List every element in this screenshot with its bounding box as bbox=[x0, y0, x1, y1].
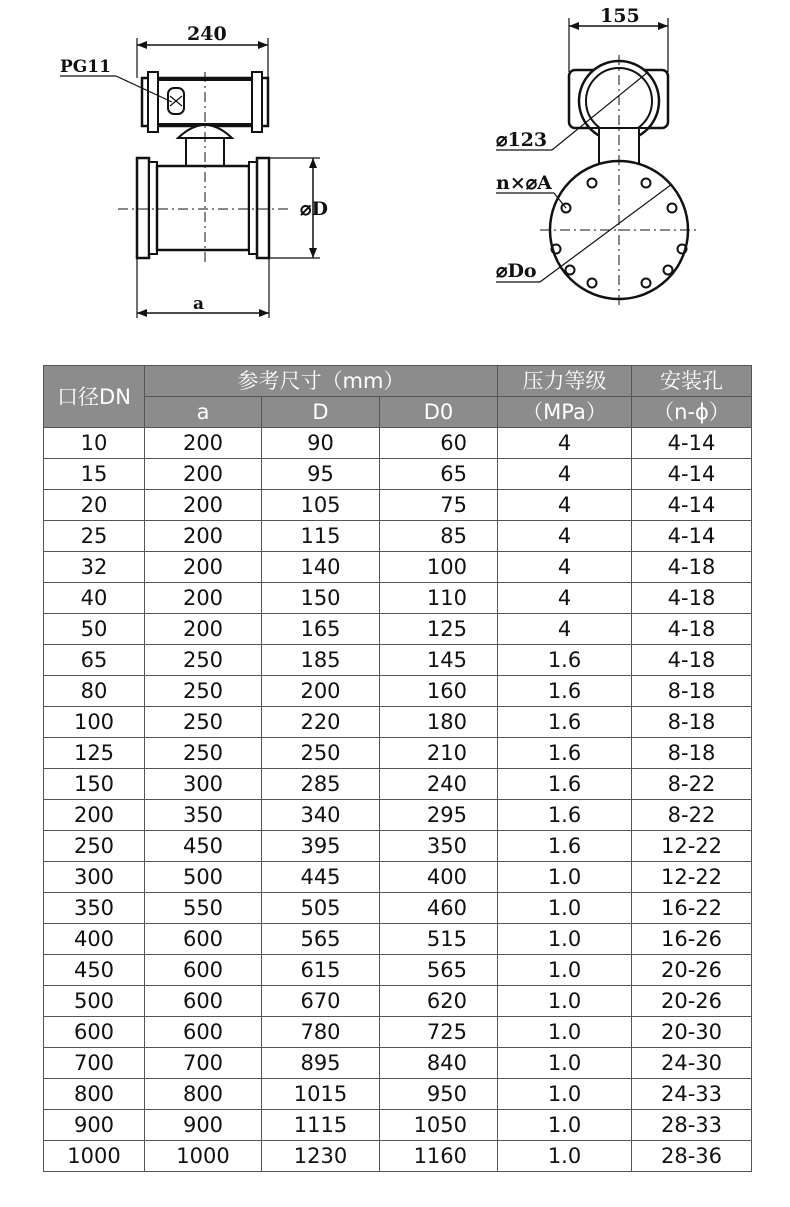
mount-cell: 4-18 bbox=[632, 552, 752, 583]
dn-cell: 125 bbox=[44, 738, 145, 769]
technical-drawings bbox=[0, 0, 790, 340]
dn-cell: 32 bbox=[44, 552, 145, 583]
D-cell: 150 bbox=[262, 583, 380, 614]
dn-cell: 65 bbox=[44, 645, 145, 676]
D-cell: 185 bbox=[262, 645, 380, 676]
mount-cell: 4-14 bbox=[632, 521, 752, 552]
dn-cell: 20 bbox=[44, 490, 145, 521]
table-row bbox=[44, 738, 752, 769]
D0-cell: 515 bbox=[380, 924, 498, 955]
D0-cell: 180 bbox=[380, 707, 498, 738]
D0-cell: 160 bbox=[380, 676, 498, 707]
pressure-cell: 1.0 bbox=[498, 924, 632, 955]
D-cell: 95 bbox=[262, 459, 380, 490]
pressure-cell: 4 bbox=[498, 490, 632, 521]
table-row bbox=[44, 490, 752, 521]
dn-cell: 1000 bbox=[44, 1141, 145, 1172]
D0-cell: 75 bbox=[380, 490, 498, 521]
pressure-cell: 1.0 bbox=[498, 1110, 632, 1141]
pressure-cell: 1.6 bbox=[498, 738, 632, 769]
table-row bbox=[44, 831, 752, 862]
table-row bbox=[44, 1079, 752, 1110]
dn-cell: 600 bbox=[44, 1017, 145, 1048]
D-cell: 615 bbox=[262, 955, 380, 986]
dn-cell: 200 bbox=[44, 800, 145, 831]
dim-123-label: ⌀123 bbox=[496, 129, 548, 151]
header-ref-dims: 参考尺寸（mm） bbox=[145, 366, 498, 397]
dn-cell: 400 bbox=[44, 924, 145, 955]
D0-cell: 240 bbox=[380, 769, 498, 800]
D-cell: 140 bbox=[262, 552, 380, 583]
pressure-cell: 1.0 bbox=[498, 986, 632, 1017]
a-cell: 250 bbox=[145, 676, 262, 707]
mount-cell: 28-33 bbox=[632, 1110, 752, 1141]
D-cell: 90 bbox=[262, 428, 380, 459]
D0-cell: 145 bbox=[380, 645, 498, 676]
a-cell: 600 bbox=[145, 1017, 262, 1048]
pressure-cell: 1.6 bbox=[498, 831, 632, 862]
table-body bbox=[44, 428, 752, 1172]
a-cell: 550 bbox=[145, 893, 262, 924]
a-cell: 900 bbox=[145, 1110, 262, 1141]
D0-cell: 565 bbox=[380, 955, 498, 986]
a-cell: 600 bbox=[145, 955, 262, 986]
header-dn: 口径DN bbox=[44, 366, 145, 428]
dn-cell: 80 bbox=[44, 676, 145, 707]
a-cell: 200 bbox=[145, 459, 262, 490]
mount-cell: 8-22 bbox=[632, 769, 752, 800]
header-a: a bbox=[145, 397, 262, 428]
header-mount-unit: （n-ϕ） bbox=[632, 397, 752, 428]
D0-cell: 950 bbox=[380, 1079, 498, 1110]
dn-cell: 300 bbox=[44, 862, 145, 893]
pressure-cell: 1.6 bbox=[498, 800, 632, 831]
pressure-cell: 1.6 bbox=[498, 707, 632, 738]
D-cell: 105 bbox=[262, 490, 380, 521]
dn-cell: 700 bbox=[44, 1048, 145, 1079]
header-pressure: 压力等级 bbox=[498, 366, 632, 397]
dn-cell: 40 bbox=[44, 583, 145, 614]
D-cell: 395 bbox=[262, 831, 380, 862]
dn-cell: 150 bbox=[44, 769, 145, 800]
dn-cell: 25 bbox=[44, 521, 145, 552]
a-cell: 1000 bbox=[145, 1141, 262, 1172]
table-row bbox=[44, 428, 752, 459]
pressure-cell: 1.0 bbox=[498, 955, 632, 986]
D-cell: 895 bbox=[262, 1048, 380, 1079]
a-cell: 200 bbox=[145, 521, 262, 552]
mount-cell: 20-30 bbox=[632, 1017, 752, 1048]
a-cell: 200 bbox=[145, 614, 262, 645]
dim-240-label: 240 bbox=[187, 23, 227, 45]
pressure-cell: 1.6 bbox=[498, 769, 632, 800]
D0-cell: 125 bbox=[380, 614, 498, 645]
dn-cell: 100 bbox=[44, 707, 145, 738]
D-cell: 250 bbox=[262, 738, 380, 769]
dimensions-table bbox=[43, 365, 752, 1172]
table-row bbox=[44, 1141, 752, 1172]
table-row bbox=[44, 521, 752, 552]
table-row bbox=[44, 955, 752, 986]
table-row bbox=[44, 862, 752, 893]
a-cell: 500 bbox=[145, 862, 262, 893]
a-cell: 250 bbox=[145, 738, 262, 769]
a-cell: 200 bbox=[145, 552, 262, 583]
D0-cell: 400 bbox=[380, 862, 498, 893]
D-cell: 670 bbox=[262, 986, 380, 1017]
dn-cell: 500 bbox=[44, 986, 145, 1017]
table-row bbox=[44, 645, 752, 676]
table-row bbox=[44, 1017, 752, 1048]
pressure-cell: 4 bbox=[498, 521, 632, 552]
dn-cell: 900 bbox=[44, 1110, 145, 1141]
D0-cell: 65 bbox=[380, 459, 498, 490]
D-cell: 220 bbox=[262, 707, 380, 738]
D0-cell: 60 bbox=[380, 428, 498, 459]
a-cell: 700 bbox=[145, 1048, 262, 1079]
header-pressure-unit: （MPa） bbox=[498, 397, 632, 428]
mount-cell: 16-26 bbox=[632, 924, 752, 955]
pressure-cell: 4 bbox=[498, 614, 632, 645]
dn-cell: 50 bbox=[44, 614, 145, 645]
pressure-cell: 1.0 bbox=[498, 862, 632, 893]
dim-D-label: ⌀D bbox=[300, 198, 328, 220]
mount-cell: 8-18 bbox=[632, 707, 752, 738]
D0-cell: 210 bbox=[380, 738, 498, 769]
D0-cell: 840 bbox=[380, 1048, 498, 1079]
a-cell: 300 bbox=[145, 769, 262, 800]
D0-cell: 85 bbox=[380, 521, 498, 552]
mount-cell: 8-18 bbox=[632, 738, 752, 769]
D-cell: 115 bbox=[262, 521, 380, 552]
pressure-cell: 4 bbox=[498, 428, 632, 459]
table-row bbox=[44, 1110, 752, 1141]
table-row bbox=[44, 924, 752, 955]
mount-cell: 4-18 bbox=[632, 583, 752, 614]
table-row bbox=[44, 552, 752, 583]
dim-Do-label: ⌀Do bbox=[496, 260, 537, 282]
side-view-drawing bbox=[60, 38, 320, 318]
table-row bbox=[44, 676, 752, 707]
mount-cell: 4-18 bbox=[632, 645, 752, 676]
D-cell: 1015 bbox=[262, 1079, 380, 1110]
mount-cell: 4-18 bbox=[632, 614, 752, 645]
D0-cell: 295 bbox=[380, 800, 498, 831]
D-cell: 1115 bbox=[262, 1110, 380, 1141]
mount-cell: 24-33 bbox=[632, 1079, 752, 1110]
D0-cell: 110 bbox=[380, 583, 498, 614]
D0-cell: 1050 bbox=[380, 1110, 498, 1141]
table-row bbox=[44, 1048, 752, 1079]
dn-cell: 350 bbox=[44, 893, 145, 924]
mount-cell: 20-26 bbox=[632, 986, 752, 1017]
mount-cell: 20-26 bbox=[632, 955, 752, 986]
a-cell: 800 bbox=[145, 1079, 262, 1110]
D0-cell: 725 bbox=[380, 1017, 498, 1048]
D-cell: 780 bbox=[262, 1017, 380, 1048]
D-cell: 340 bbox=[262, 800, 380, 831]
pressure-cell: 4 bbox=[498, 552, 632, 583]
D-cell: 445 bbox=[262, 862, 380, 893]
D-cell: 200 bbox=[262, 676, 380, 707]
a-cell: 600 bbox=[145, 986, 262, 1017]
mount-cell: 8-18 bbox=[632, 676, 752, 707]
table-row bbox=[44, 583, 752, 614]
pressure-cell: 4 bbox=[498, 583, 632, 614]
D0-cell: 350 bbox=[380, 831, 498, 862]
a-cell: 200 bbox=[145, 490, 262, 521]
dim-a-label: a bbox=[193, 294, 205, 314]
pressure-cell: 1.0 bbox=[498, 1141, 632, 1172]
a-cell: 200 bbox=[145, 428, 262, 459]
table-row bbox=[44, 614, 752, 645]
pressure-cell: 1.6 bbox=[498, 676, 632, 707]
table-row bbox=[44, 986, 752, 1017]
pg11-label: PG11 bbox=[60, 57, 111, 77]
table-row bbox=[44, 800, 752, 831]
D0-cell: 1160 bbox=[380, 1141, 498, 1172]
mount-cell: 28-36 bbox=[632, 1141, 752, 1172]
table-row bbox=[44, 893, 752, 924]
D0-cell: 620 bbox=[380, 986, 498, 1017]
header-D: D bbox=[262, 397, 380, 428]
a-cell: 350 bbox=[145, 800, 262, 831]
mount-cell: 4-14 bbox=[632, 459, 752, 490]
dn-cell: 250 bbox=[44, 831, 145, 862]
D0-cell: 460 bbox=[380, 893, 498, 924]
table-row bbox=[44, 459, 752, 490]
a-cell: 250 bbox=[145, 645, 262, 676]
header-mount: 安装孔 bbox=[632, 366, 752, 397]
dn-cell: 800 bbox=[44, 1079, 145, 1110]
D-cell: 165 bbox=[262, 614, 380, 645]
holes-label: n×⌀A bbox=[496, 172, 552, 194]
table-row bbox=[44, 769, 752, 800]
mount-cell: 8-22 bbox=[632, 800, 752, 831]
dn-cell: 15 bbox=[44, 459, 145, 490]
header-D0: D0 bbox=[380, 397, 498, 428]
pressure-cell: 1.6 bbox=[498, 645, 632, 676]
mount-cell: 4-14 bbox=[632, 428, 752, 459]
mount-cell: 24-30 bbox=[632, 1048, 752, 1079]
pressure-cell: 1.0 bbox=[498, 1079, 632, 1110]
D-cell: 1230 bbox=[262, 1141, 380, 1172]
a-cell: 200 bbox=[145, 583, 262, 614]
a-cell: 600 bbox=[145, 924, 262, 955]
D-cell: 285 bbox=[262, 769, 380, 800]
D-cell: 505 bbox=[262, 893, 380, 924]
dim-155-label: 155 bbox=[600, 5, 640, 27]
pressure-cell: 4 bbox=[498, 459, 632, 490]
pressure-cell: 1.0 bbox=[498, 1048, 632, 1079]
pressure-cell: 1.0 bbox=[498, 893, 632, 924]
D0-cell: 100 bbox=[380, 552, 498, 583]
D-cell: 565 bbox=[262, 924, 380, 955]
dn-cell: 10 bbox=[44, 428, 145, 459]
mount-cell: 12-22 bbox=[632, 831, 752, 862]
mount-cell: 16-22 bbox=[632, 893, 752, 924]
mount-cell: 4-14 bbox=[632, 490, 752, 521]
table-row bbox=[44, 707, 752, 738]
dn-cell: 450 bbox=[44, 955, 145, 986]
mount-cell: 12-22 bbox=[632, 862, 752, 893]
a-cell: 250 bbox=[145, 707, 262, 738]
pressure-cell: 1.0 bbox=[498, 1017, 632, 1048]
a-cell: 450 bbox=[145, 831, 262, 862]
